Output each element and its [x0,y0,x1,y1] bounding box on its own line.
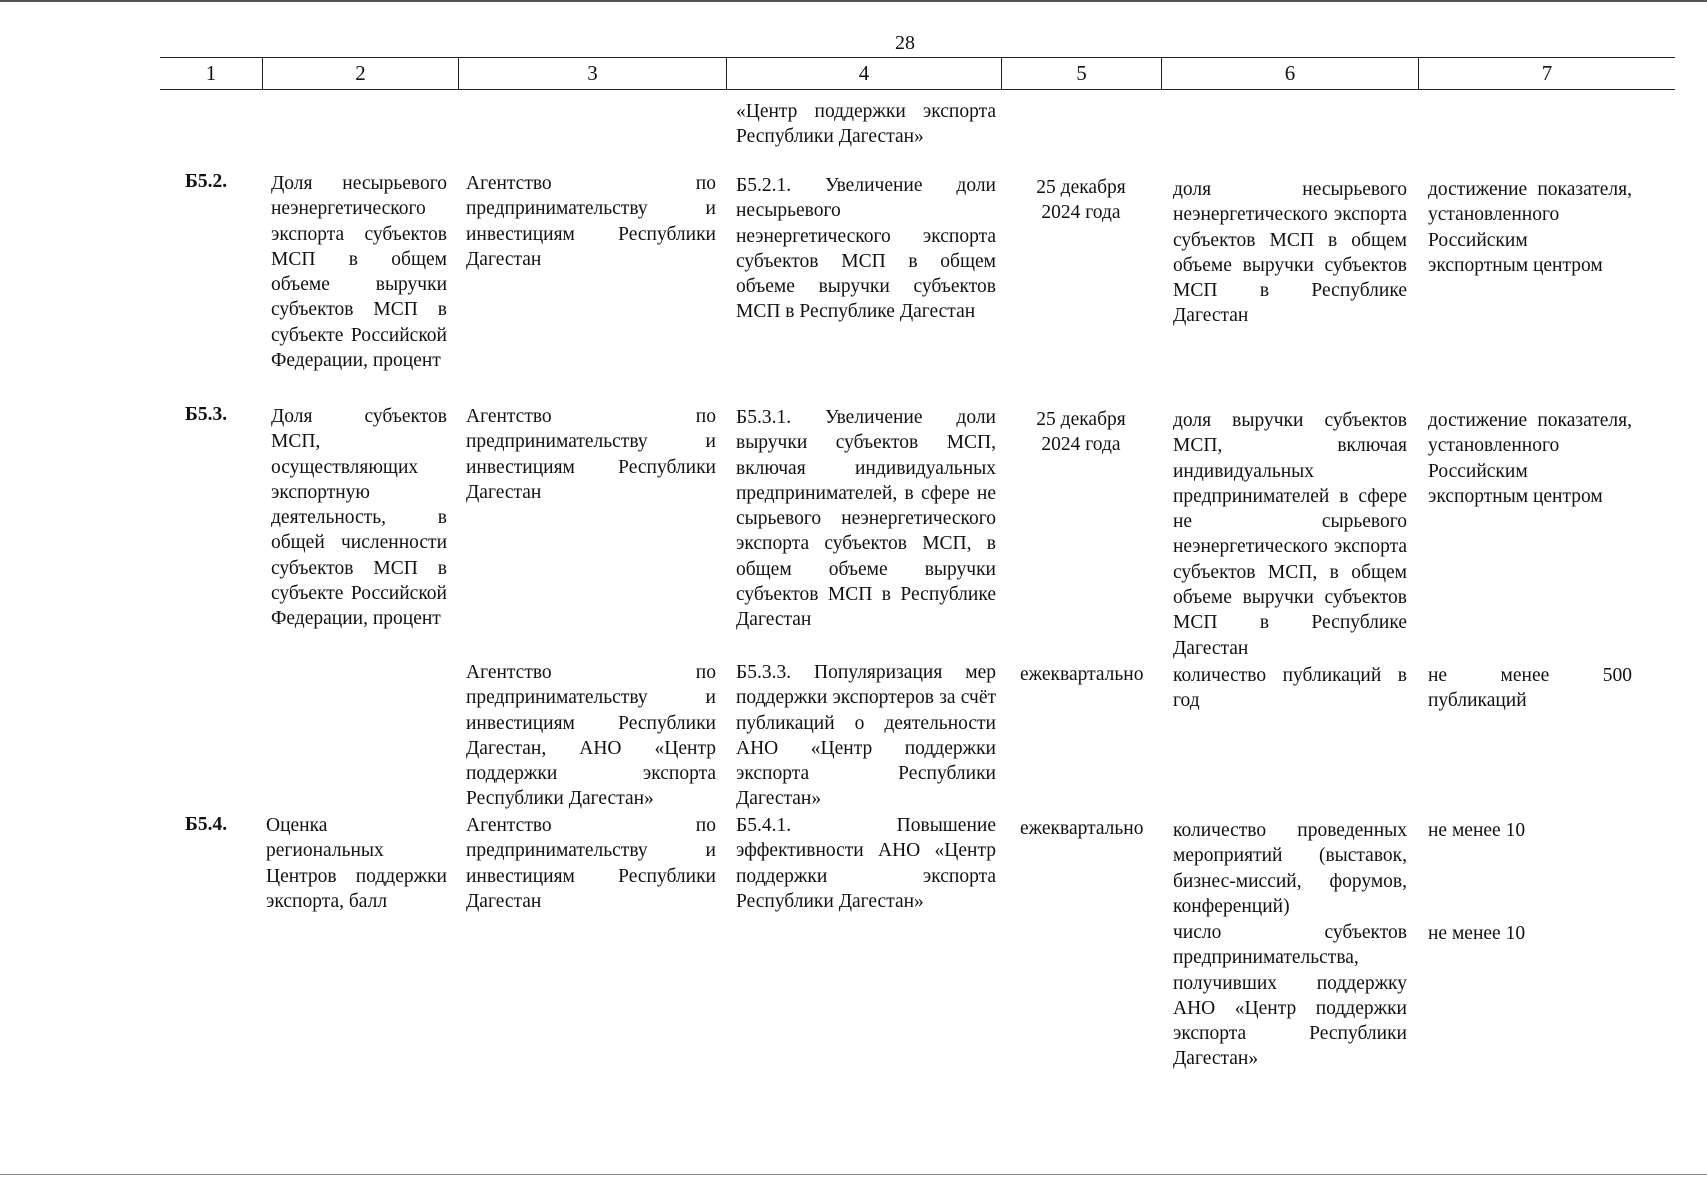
row-code: Б5.4. [185,814,228,835]
column-header-4: 4 [726,58,1001,89]
target-cell: не менее 10 [1428,820,1526,841]
scan-edge-top [0,0,1707,2]
result-cell: доля выручки субъектов МСП, включая индивидуальных предпринимателей в сфере не сырьевого неэнергетического экспорта субъектов МСП, в общем объеме выручки субъектов МСП в Республике Дагестан [1173,410,1407,659]
responsible-cell: Агентство по предпринимательству и инвестициям Республики Дагестан [466,406,716,503]
scan-edge-bottom [0,1174,1707,1175]
result-cell: количество публикаций в год [1173,665,1407,712]
table-header-row [160,57,1675,90]
target-cell-second: не менее 10 [1428,923,1526,944]
column-header-6: 6 [1161,58,1418,89]
column-header-7: 7 [1418,58,1675,89]
row-code: Б5.3. [185,404,228,425]
document-table [160,57,1675,90]
target-cell: не менее 500 публикаций [1428,665,1632,712]
responsible-cell: Агентство по предпринимательству и инвестициям Республики Дагестан [466,173,716,270]
continued-measure-text: «Центр поддержки экспорта Республики Дагестан» [736,101,996,148]
deadline-cell: 25 декабря 2024 года [1036,409,1126,456]
column-header-5: 5 [1001,58,1161,89]
indicator-cell: Доля субъектов МСП, осуществляющих экспортную деятельность, в общей численности субъектов МСП в субъекте Российской Федерации, процент [271,406,447,630]
measure-cell: Б5.4.1. Повышение эффективности АНО «Центр поддержки экспорта Республики Дагестан» [736,815,996,912]
responsible-cell: Агентство по предпринимательству и инвестициям Республики Дагестан [466,815,716,912]
deadline-cell: ежеквартально [1020,664,1144,685]
deadline-cell: 25 декабря 2024 года [1036,177,1126,224]
result-cell-second: число субъектов предпринимательства, получивших поддержку АНО «Центр поддержки экспорта Республики Дагестан» [1173,922,1407,1070]
measure-cell: Б5.3.1. Увеличение доли выручки субъектов МСП, включая индивидуальных предпринимателей, в сфере не сырьевого неэнергетического экспорта субъектов МСП, в общем объеме выручки субъектов МСП в Республике Дагестан [736,407,996,631]
measure-cell: Б5.3.3. Популяризация мер поддержки экспортеров за счёт публикаций о деятельности АНО «Центр поддержки экспорта Республики Дагестан» [736,662,996,810]
responsible-cell: Агентство по предпринимательству и инвестициям Республики Дагестан, АНО «Центр поддержки экспорта Республики Дагестан» [466,662,716,810]
column-header-2: 2 [262,58,458,89]
result-cell: доля несырьевого неэнергетического экспорта субъектов МСП в общем объеме выручки субъектов МСП в Республике Дагестан [1173,179,1407,327]
measure-cell: Б5.2.1. Увеличение доли несырьевого неэнергетического экспорта субъектов МСП в общем объеме выручки субъектов МСП в Республике Дагестан [736,175,996,323]
indicator-cell: Оценка региональных Центров поддержки экспорта, балл [266,815,447,912]
column-header-1: 1 [205,61,217,85]
result-cell: количество проведенных мероприятий (выставок, бизнес-миссий, форумов, конференций) [1173,820,1407,917]
target-cell: достижение показателя, установленного Российским экспортным центром [1428,179,1632,276]
page-number: 28 [895,32,915,54]
column-header-3: 3 [458,58,726,89]
target-cell: достижение показателя, установленного Российским экспортным центром [1428,410,1632,507]
deadline-cell: ежеквартально [1020,818,1144,839]
row-code: Б5.2. [185,171,228,192]
indicator-cell: Доля несырьевого неэнергетического экспорта субъектов МСП в общем объеме выручки субъектов МСП в субъекте Российской Федерации, процент [271,173,447,372]
